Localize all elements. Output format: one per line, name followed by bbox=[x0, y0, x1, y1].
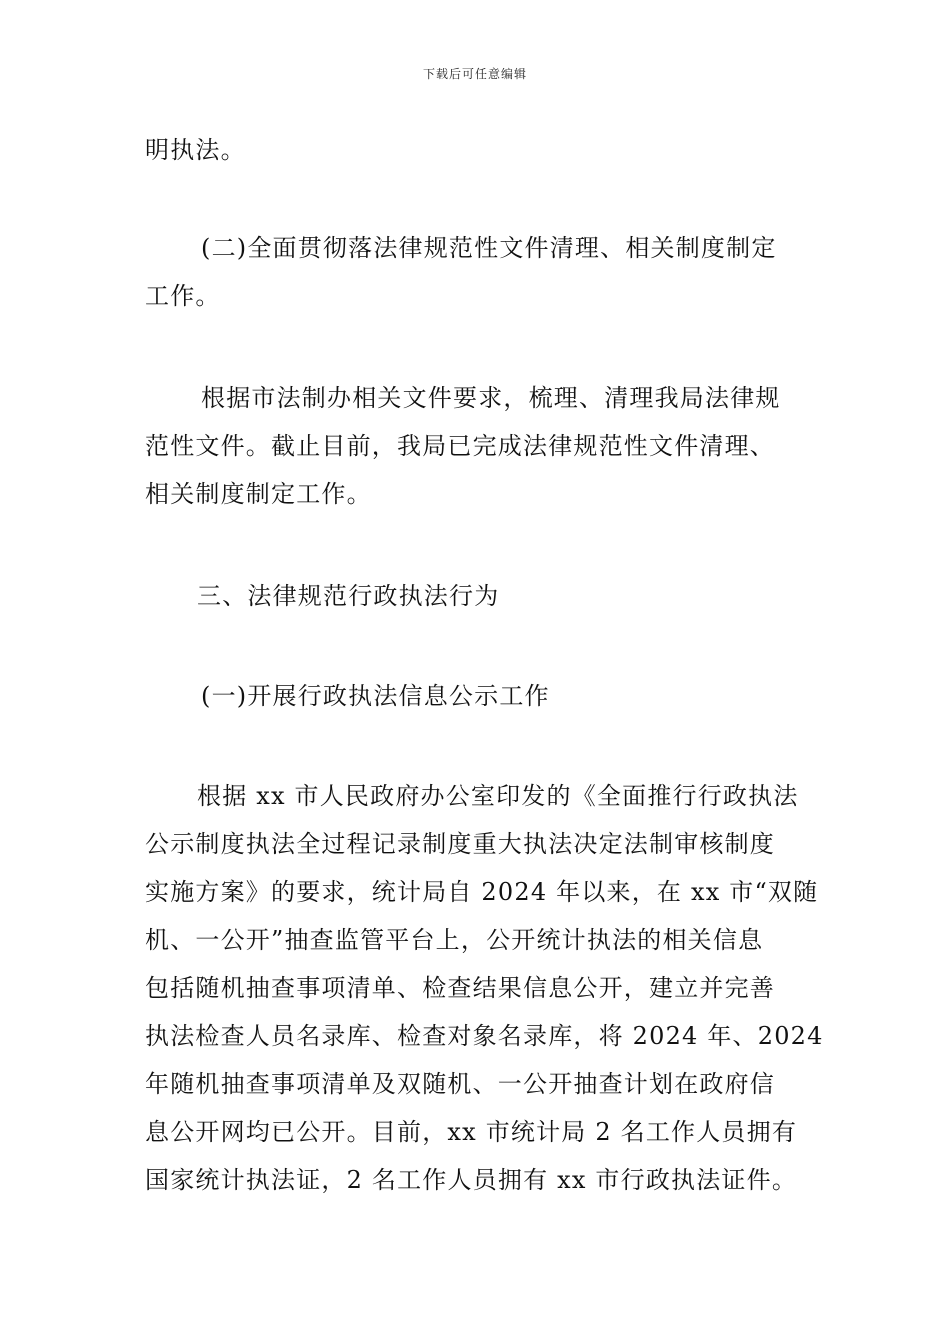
text-line: (一)开展行政执法信息公示工作 bbox=[201, 682, 550, 710]
text-line: 机、一公开”抽查监管平台上，公开统计执法的相关信息 bbox=[145, 926, 764, 954]
paragraph-body-2 bbox=[145, 772, 824, 1204]
page-header-note: 下载后可任意编辑 bbox=[422, 67, 527, 81]
section-heading-2 bbox=[145, 224, 810, 320]
text-line: 国家统计执法证，2 名工作人员拥有 xx 市行政执法证件。 bbox=[145, 1166, 798, 1194]
text-line: 工作。 bbox=[145, 282, 221, 310]
text-line: 根据市法制办相关文件要求，梳理、清理我局法律规 bbox=[201, 384, 781, 412]
text-line: 明执法。 bbox=[145, 136, 246, 164]
text-line: 包括随机抽查事项清单、检查结果信息公开，建立并完善 bbox=[145, 974, 775, 1002]
text-line: 范性文件。截止目前，我局已完成法律规范性文件清理、 bbox=[145, 432, 775, 460]
paragraph-continuation bbox=[145, 126, 810, 174]
text-line: (二)全面贯彻落法律规范性文件清理、相关制度制定 bbox=[201, 234, 777, 262]
text-line: 三、法律规范行政执法行为 bbox=[197, 582, 500, 610]
text-line: 实施方案》的要求，统计局自 2024 年以来，在 xx 市“双随 bbox=[145, 878, 819, 906]
text-line: 公示制度执法全过程记录制度重大执法决定法制审核制度 bbox=[145, 830, 775, 858]
text-line: 根据 xx 市人民政府办公室印发的《全面推行行政执法 bbox=[197, 782, 799, 810]
text-line: 息公开网均已公开。目前，xx 市统计局 2 名工作人员拥有 bbox=[145, 1118, 798, 1146]
text-line: 执法检查人员名录库、检查对象名录库，将 2024 年、2024 bbox=[145, 1022, 824, 1050]
subsection-heading-1 bbox=[145, 672, 810, 720]
text-line: 年随机抽查事项清单及双随机、一公开抽查计划在政府信 bbox=[145, 1070, 775, 1098]
text-line: 相关制度制定工作。 bbox=[145, 480, 372, 508]
section-heading-3 bbox=[145, 572, 810, 620]
paragraph-body-1 bbox=[145, 374, 810, 518]
